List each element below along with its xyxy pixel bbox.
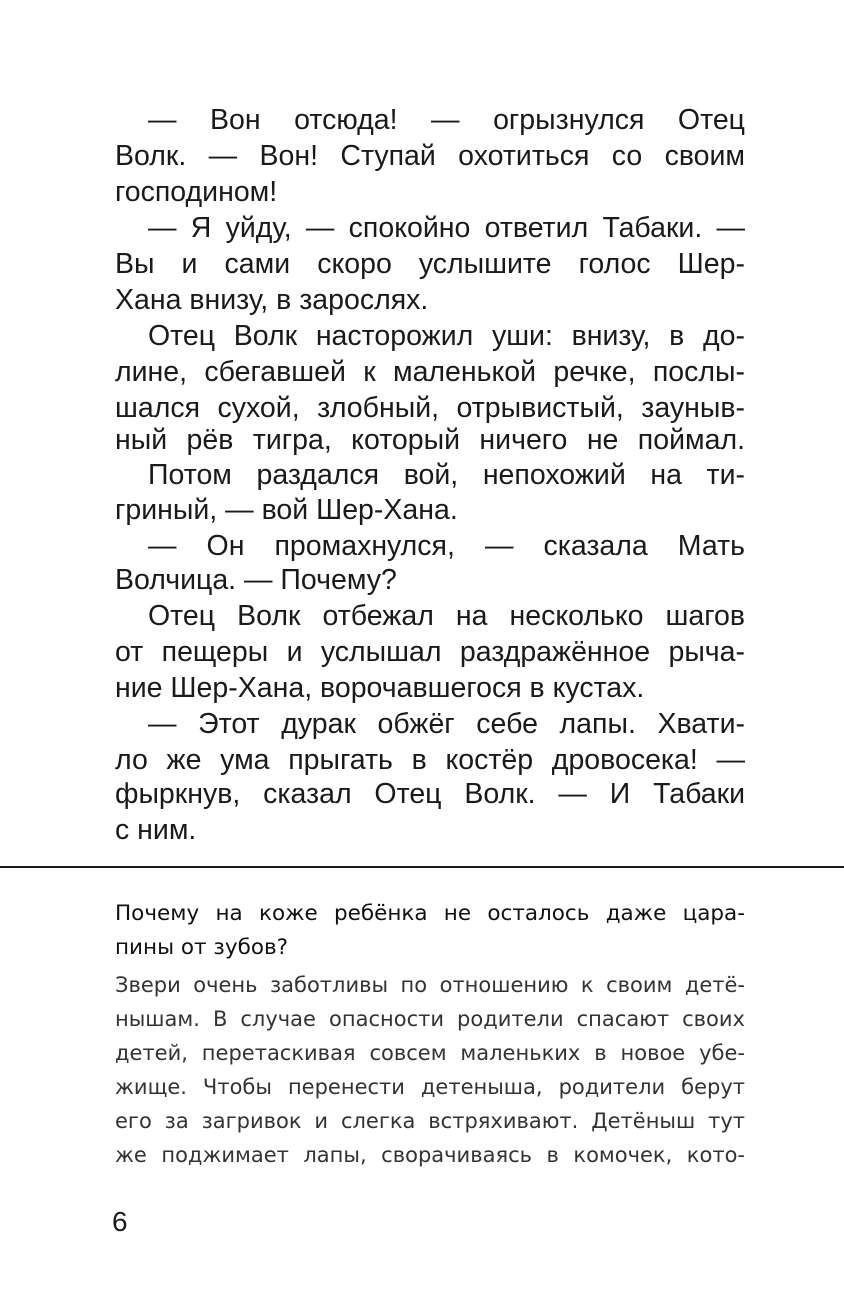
sidebar-answer-line: его за загривок и слегка встряхивают. Детёныш тут	[115, 1109, 745, 1133]
story-line: с ним.	[115, 814, 197, 846]
sidebar-question-line: пины от зубов?	[115, 935, 289, 960]
story-line: шался сухой, злобный, отрывистый, зауныв-	[115, 392, 745, 424]
story-line: Отец Волк отбежал на несколько шагов	[148, 600, 745, 632]
story-line: — Он промахнулся, — сказала Мать	[148, 530, 745, 562]
story-line: Хана внизу, в зарослях.	[115, 284, 429, 316]
story-line: ние Шер-Хана, ворочавшегося в кустах.	[115, 672, 645, 704]
story-line: Волчица. — Почему?	[115, 564, 397, 596]
page-number: 6	[112, 1206, 128, 1237]
story-line: Потом раздался вой, непохожий на ти-	[148, 459, 745, 491]
sidebar-answer-line: же поджимает лапы, сворачиваясь в комочек, кото-	[115, 1143, 745, 1167]
story-line: ло же ума прыгать в костёр дровосека! —	[115, 744, 745, 776]
story-line: Волк. — Вон! Ступай охотиться со своим	[115, 140, 745, 172]
sidebar-answer-line: детей, перетаскивая совсем маленьких в новое убе-	[115, 1041, 745, 1065]
story-line: ный рёв тигра, который ничего не поймал.	[115, 424, 745, 456]
section-divider	[0, 866, 844, 868]
story-line: Отец Волк насторожил уши: внизу, в до-	[148, 320, 745, 352]
story-line: фыркнув, сказал Отец Волк. — И Табаки	[115, 778, 745, 810]
sidebar-answer-line: Звери очень заботливы по отношению к своим детё-	[115, 973, 745, 997]
story-line: господином!	[115, 176, 278, 208]
story-line: лине, сбегавшей к маленькой речке, послы-	[115, 356, 745, 388]
sidebar-answer-line: жище. Чтобы перенести детеныша, родители берут	[115, 1075, 745, 1099]
story-line: от пещеры и услышал раздражённое рыча-	[115, 636, 745, 668]
sidebar-answer-line: нышам. В случае опасности родители спасают своих	[115, 1007, 745, 1031]
sidebar-question-line: Почему на коже ребёнка не осталось даже цара-	[115, 901, 745, 926]
story-line: — Вон отсюда! — огрызнулся Отец	[148, 104, 745, 136]
story-line: — Этот дурак обжёг себе лапы. Хвати-	[148, 708, 745, 740]
story-line: — Я уйду, — спокойно ответил Табаки. —	[148, 212, 745, 244]
story-line: гриный, — вой Шер-Хана.	[115, 494, 458, 526]
story-line: Вы и сами скоро услышите голос Шер-	[115, 248, 745, 280]
